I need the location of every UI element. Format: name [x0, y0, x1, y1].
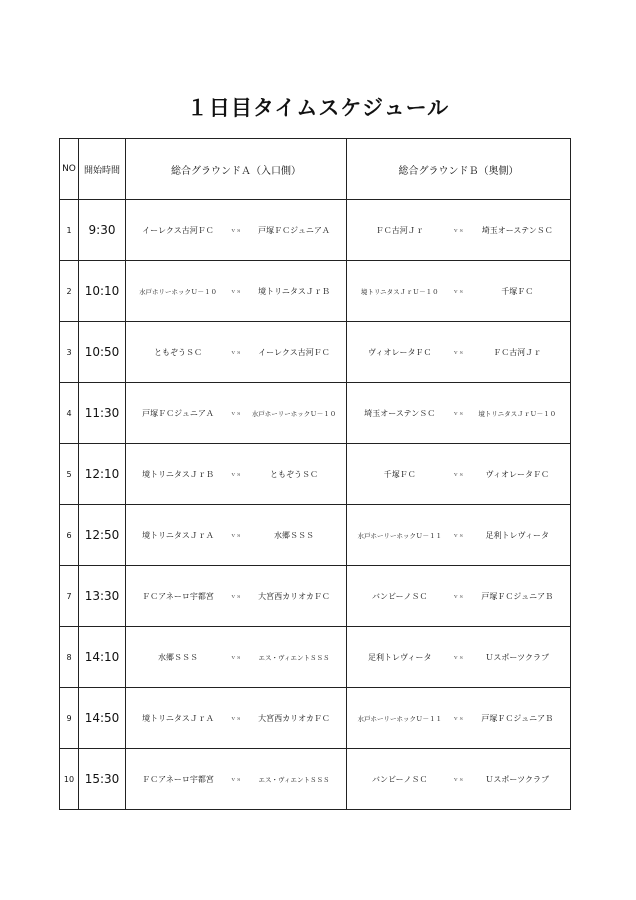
away-team: ともぞうＳＣ — [270, 469, 318, 479]
ground-b-match — [347, 749, 571, 810]
header-start-time: 開始時間 — [79, 139, 126, 200]
match-pairing — [126, 591, 346, 602]
table-row — [60, 444, 571, 505]
ground-b-match — [347, 383, 571, 444]
home-team: 水戸ホーリーホックＵ－１１ — [357, 714, 442, 723]
match-pairing — [126, 408, 346, 419]
away-team: 水郷ＳＳＳ — [274, 530, 314, 540]
away-team: ＦＣ古河Ｊｒ — [493, 347, 542, 357]
match-pairing — [126, 713, 346, 724]
home-team: 境トリニタスＪｒＡ — [142, 530, 214, 540]
vs-label: ｖｓ — [452, 350, 464, 356]
match-pairing — [347, 408, 570, 419]
away-team: 戸塚ＦＣジュニアＢ — [481, 713, 554, 723]
match-number: 4 — [60, 383, 79, 444]
away-team: Ｕスポーツクラブ — [485, 652, 550, 662]
away-team: 境トリニタスＪｒＢ — [258, 286, 330, 296]
away-team: 大宮西カリオカＦＣ — [258, 591, 330, 601]
home-team: イーレクス古河ＦＣ — [142, 225, 214, 235]
vs-label: ｖｓ — [452, 716, 464, 722]
ground-b-match — [347, 200, 571, 261]
home-team: 足利トレヴィータ — [367, 652, 432, 662]
vs-label: ｖｓ — [230, 411, 242, 417]
ground-b-match — [347, 444, 571, 505]
ground-a-match — [126, 505, 347, 566]
home-team: ＦＣアネーロ宇都宮 — [142, 591, 214, 601]
ground-b-match — [347, 688, 571, 749]
match-number: 9 — [60, 688, 79, 749]
start-time: 11:30 — [79, 383, 126, 444]
match-number: 8 — [60, 627, 79, 688]
start-time: 12:50 — [79, 505, 126, 566]
match-number: 5 — [60, 444, 79, 505]
ground-a-match — [126, 688, 347, 749]
start-time: 10:10 — [79, 261, 126, 322]
away-team: 埼玉オーステンＳＣ — [481, 225, 553, 235]
table-row — [60, 322, 571, 383]
vs-label: ｖｓ — [452, 472, 464, 478]
away-team: ヴィオレータＦＣ — [485, 469, 550, 479]
home-team: 水戸ホリーホックＵ－１０ — [139, 287, 217, 296]
ground-a-match — [126, 444, 347, 505]
away-team: 千塚ＦＣ — [501, 286, 534, 296]
table-row — [60, 383, 571, 444]
match-number: 3 — [60, 322, 79, 383]
table-row — [60, 688, 571, 749]
away-team: Ｕスポーツクラブ — [485, 774, 550, 784]
match-number: 6 — [60, 505, 79, 566]
start-time: 14:10 — [79, 627, 126, 688]
vs-label: ｖｓ — [452, 228, 464, 234]
ground-a-match — [126, 383, 347, 444]
header-no: NO — [60, 139, 79, 200]
home-team: 千塚ＦＣ — [383, 469, 416, 479]
header-row — [60, 139, 571, 200]
home-team: ヴィオレータＦＣ — [367, 347, 432, 357]
away-team: エス・ヴィエントＳＳＳ — [258, 653, 330, 662]
home-team: 埼玉オーステンＳＣ — [364, 408, 436, 418]
ground-b-match — [347, 627, 571, 688]
match-pairing — [347, 225, 570, 236]
ground-a-match — [126, 566, 347, 627]
match-pairing — [126, 286, 346, 297]
match-number: 7 — [60, 566, 79, 627]
match-pairing — [126, 530, 346, 541]
vs-label: ｖｓ — [452, 777, 464, 783]
start-time: 15:30 — [79, 749, 126, 810]
match-pairing — [347, 347, 570, 358]
vs-label: ｖｓ — [230, 289, 242, 295]
away-team: エス・ヴィエントＳＳＳ — [258, 775, 330, 784]
home-team: 戸塚ＦＣジュニアＡ — [142, 408, 214, 418]
match-number: 10 — [60, 749, 79, 810]
start-time: 12:10 — [79, 444, 126, 505]
table-row — [60, 749, 571, 810]
home-team: ともぞうＳＣ — [154, 347, 202, 357]
match-pairing — [347, 652, 570, 663]
table-row — [60, 566, 571, 627]
match-pairing — [126, 347, 346, 358]
vs-label: ｖｓ — [230, 655, 242, 661]
vs-label: ｖｓ — [452, 411, 464, 417]
match-pairing — [126, 225, 346, 236]
vs-label: ｖｓ — [452, 655, 464, 661]
home-team: 境トリニタスＪｒＵ－１０ — [360, 287, 439, 296]
home-team: 水郷ＳＳＳ — [158, 652, 198, 662]
vs-label: ｖｓ — [230, 594, 242, 600]
away-team: 戸塚ＦＣジュニアＢ — [481, 591, 554, 601]
match-pairing — [347, 774, 570, 785]
vs-label: ｖｓ — [452, 533, 464, 539]
vs-label: ｖｓ — [230, 716, 242, 722]
header-ground-a: 総合グラウンドＡ（入口側） — [126, 139, 347, 200]
start-time: 14:50 — [79, 688, 126, 749]
table-row — [60, 627, 571, 688]
table-row — [60, 505, 571, 566]
ground-b-match — [347, 322, 571, 383]
ground-b-match — [347, 566, 571, 627]
match-pairing — [347, 713, 570, 724]
home-team: 境トリニタスＪｒＡ — [142, 713, 214, 723]
start-time: 13:30 — [79, 566, 126, 627]
ground-b-match — [347, 505, 571, 566]
vs-label: ｖｓ — [230, 350, 242, 356]
ground-a-match — [126, 322, 347, 383]
match-pairing — [347, 469, 570, 480]
vs-label: ｖｓ — [452, 594, 464, 600]
home-team: ＦＣ古河Ｊｒ — [375, 225, 424, 235]
match-pairing — [126, 469, 346, 480]
ground-a-match — [126, 261, 347, 322]
home-team: ＦＣアネーロ宇都宮 — [142, 774, 214, 784]
away-team: 足利トレヴィータ — [485, 530, 550, 540]
match-pairing — [347, 591, 570, 602]
match-number: 1 — [60, 200, 79, 261]
table-row — [60, 261, 571, 322]
away-team: 境トリニタスＪｒＵ－１０ — [478, 409, 557, 418]
schedule-table — [59, 138, 571, 810]
away-team: 戸塚ＦＣジュニアＡ — [258, 225, 330, 235]
match-pairing — [126, 774, 346, 785]
vs-label: ｖｓ — [230, 472, 242, 478]
match-pairing — [126, 652, 346, 663]
ground-a-match — [126, 627, 347, 688]
away-team: 水戸ホーリーホックＵ－１０ — [251, 409, 337, 418]
page-title: １日目タイムスケジュール — [186, 96, 450, 120]
start-time: 10:50 — [79, 322, 126, 383]
start-time: 9:30 — [79, 200, 126, 261]
home-team: 水戸ホーリーホックＵ－１１ — [357, 531, 442, 540]
vs-label: ｖｓ — [230, 533, 242, 539]
home-team: バンビーノＳＣ — [371, 774, 428, 784]
table-row — [60, 200, 571, 261]
home-team: 境トリニタスＪｒＢ — [142, 469, 214, 479]
vs-label: ｖｓ — [230, 228, 242, 234]
home-team: バンビーノＳＣ — [371, 591, 428, 601]
header-ground-b: 総合グラウンドＢ（奥側） — [347, 139, 571, 200]
match-number: 2 — [60, 261, 79, 322]
vs-label: ｖｓ — [230, 777, 242, 783]
away-team: イーレクス古河ＦＣ — [258, 347, 330, 357]
match-pairing — [347, 286, 570, 297]
ground-a-match — [126, 200, 347, 261]
ground-b-match — [347, 261, 571, 322]
vs-label: ｖｓ — [452, 289, 464, 295]
away-team: 大宮西カリオカＦＣ — [258, 713, 330, 723]
ground-a-match — [126, 749, 347, 810]
match-pairing — [347, 530, 570, 541]
